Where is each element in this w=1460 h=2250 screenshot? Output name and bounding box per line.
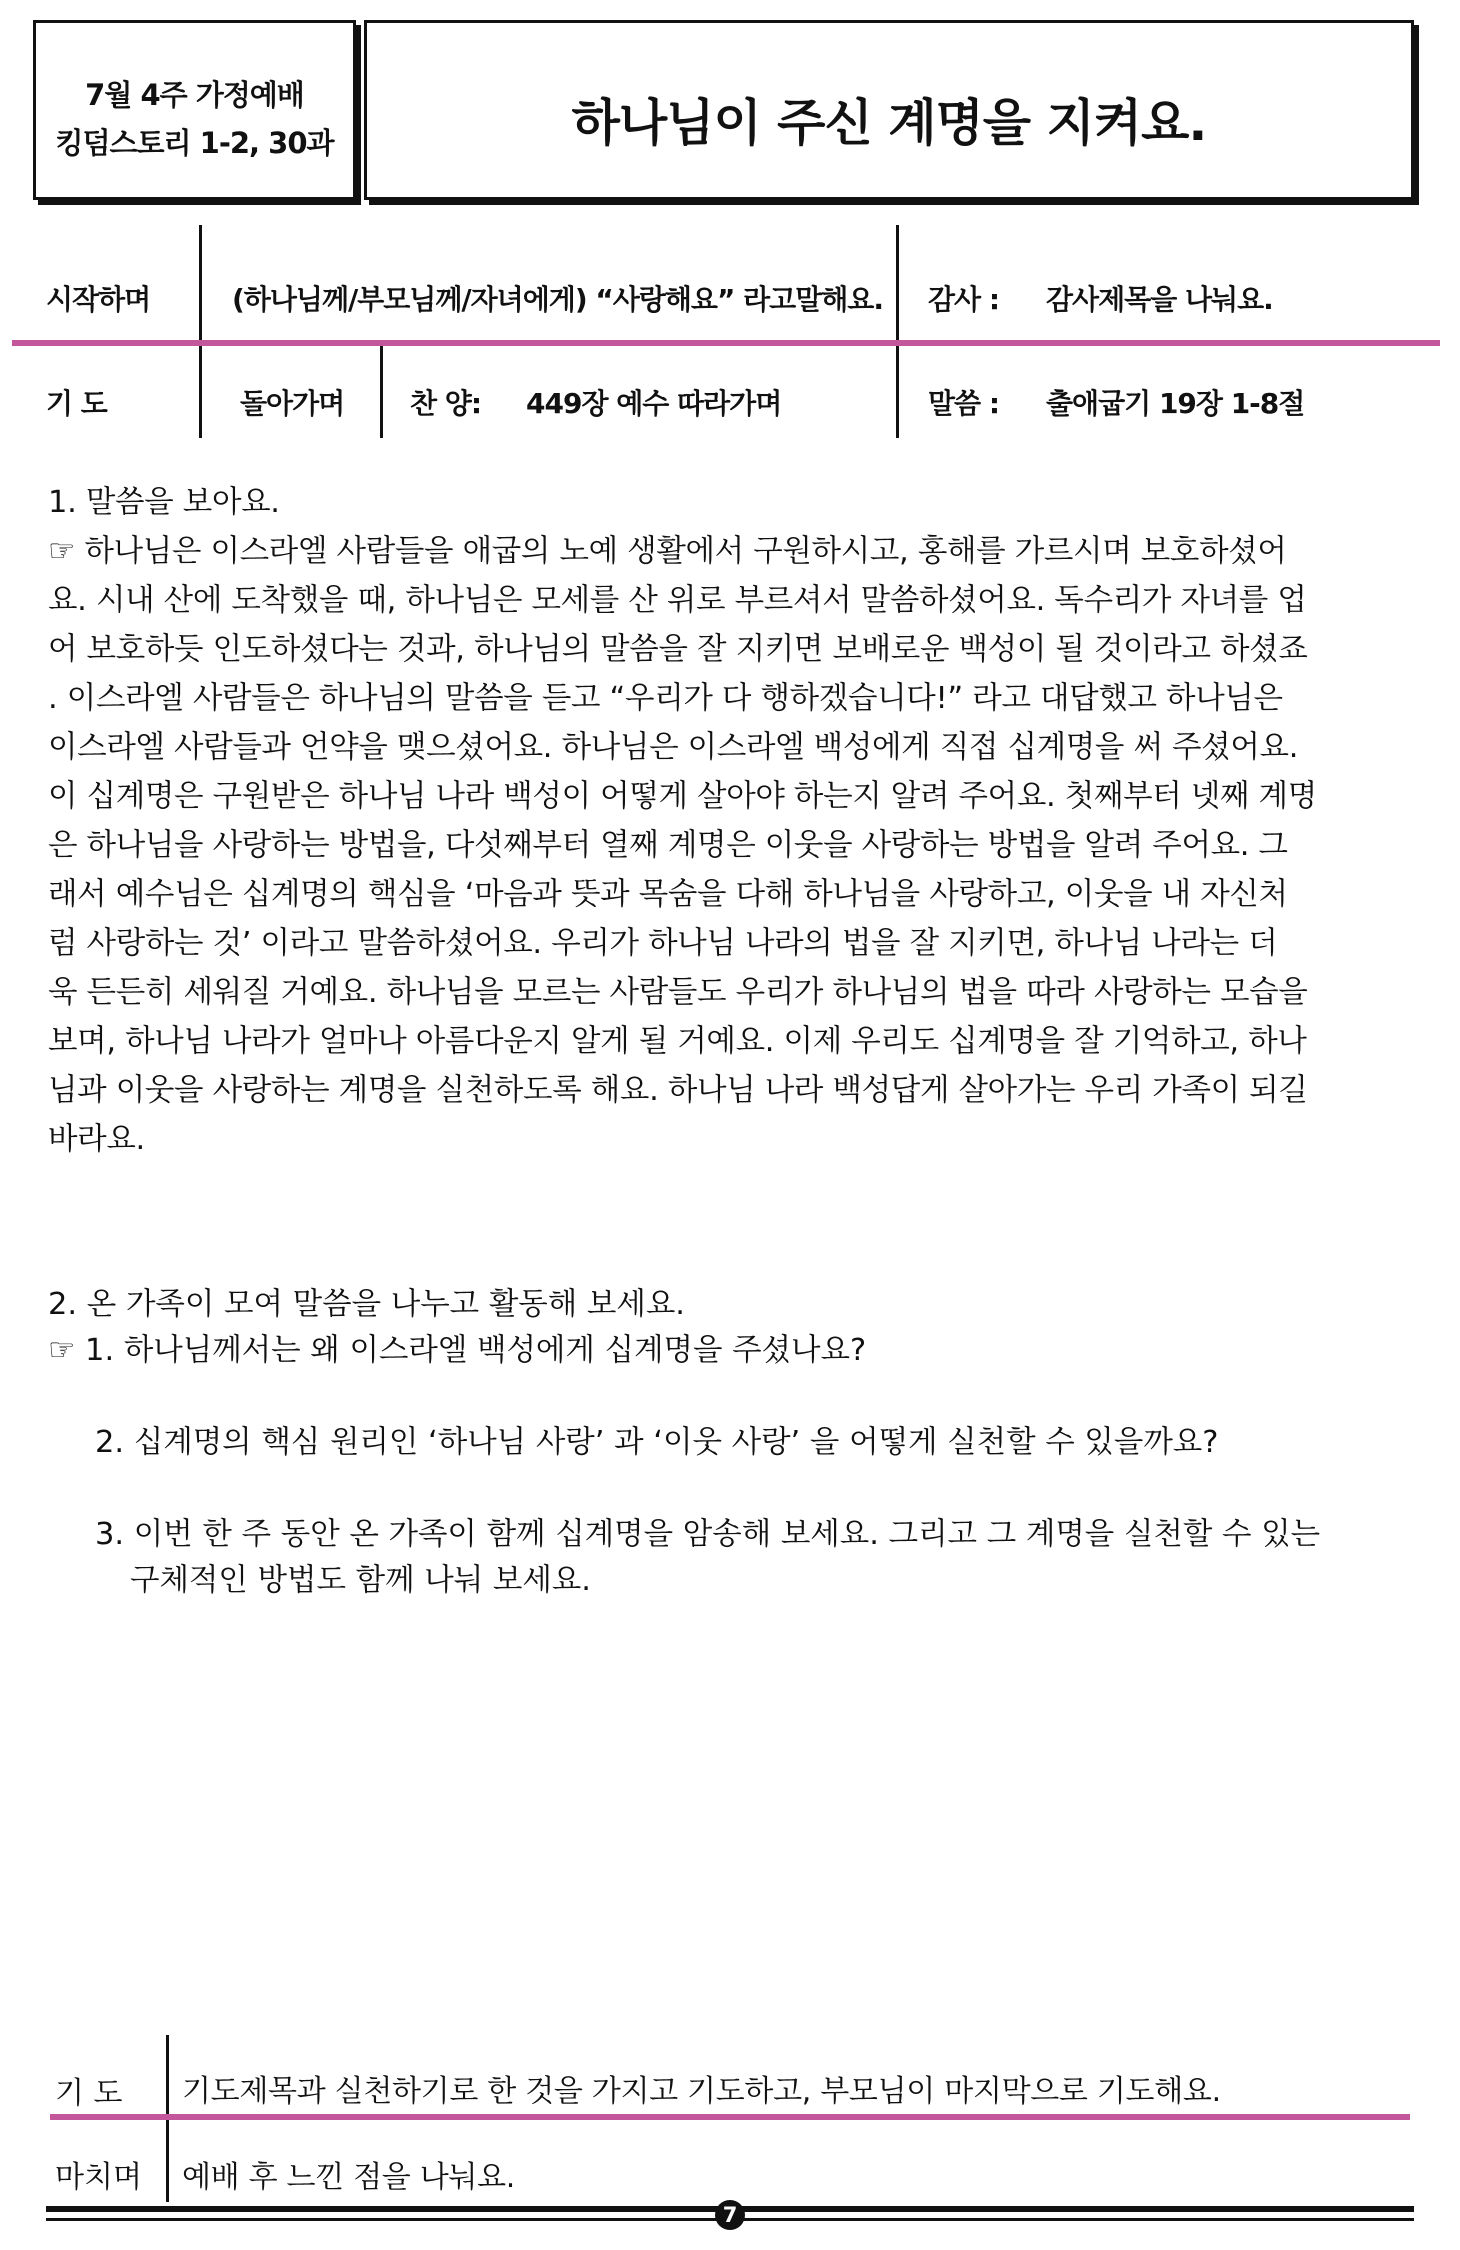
footer-closing-label: 마치며 [55,2160,142,2195]
lesson-info-box [33,20,356,200]
reading-section [48,478,1420,1164]
divider [896,346,899,438]
word-text: 출애굽기 19장 1-8절 [1046,387,1305,420]
title-box [364,20,1414,200]
word-label: 말씀 : [928,387,1000,420]
prayer-label: 기 도 [46,387,107,420]
pink-divider [50,2114,1410,2120]
reading-line: . 이스라엘 사람들은 하나님의 말씀을 듣고 “우리가 다 행하겠습니다!” 라고 대답했고 하나님은 [48,681,1283,716]
question-1: ☞ 1. 하나님께서는 왜 이스라엘 백성에게 십계명을 주셨나요? [48,1333,867,1368]
hymn-label: 찬 양: [410,387,482,420]
divider [166,2120,169,2202]
thanks-text: 감사제목을 나눠요. [1046,283,1273,316]
footer-prayer-label: 기 도 [55,2076,123,2111]
divider [199,225,202,340]
reading-line: 이 십계명은 구원받은 하나님 나라 백성이 어떻게 살아야 하는지 알려 주어요. 첫째부터 넷째 계명 [48,779,1317,814]
reading-line: 어 보호하듯 인도하셨다는 것과, 하나님의 말씀을 잘 지키면 보배로운 백성이 될 것이라고 하셨죠 [48,632,1308,667]
prayer-text: 돌아가며 [240,387,345,420]
reading-line: 바라요. [48,1122,145,1157]
footer-prayer-text: 기도제목과 실천하기로 한 것을 가지고 기도하고, 부모님이 마지막으로 기도해요. [182,2074,1221,2109]
lesson-series: 킹덤스토리 1-2, 30과 [55,126,334,160]
hymn-text: 449장 예수 따라가며 [526,387,782,420]
question-2: 2. 십계명의 핵심 원리인 ‘하나님 사랑’ 과 ‘이웃 사랑’ 을 어떻게 실천할 수 있을까요? [95,1425,1219,1460]
divider [896,225,899,340]
reading-line: 보며, 하나님 나라가 얼마나 아름다운지 알게 될 거예요. 이제 우리도 십계명을 잘 기억하고, 하나 [48,1024,1307,1059]
start-label: 시작하며 [46,283,151,316]
discussion-heading: 2. 온 가족이 모여 말씀을 나누고 활동해 보세요. [48,1287,685,1322]
question-3: 3. 이번 한 주 동안 온 가족이 함께 십계명을 암송해 보세요. 그리고 그 계명을 실천할 수 있는 [95,1517,1321,1552]
question-3-continued: 구체적인 방법도 함께 나눠 보세요. [130,1563,591,1598]
reading-line: 은 하나님을 사랑하는 방법을, 다섯째부터 열째 계명은 이웃을 사랑하는 방법을 알려 주어요. 그 [48,828,1288,863]
reading-line: 님과 이웃을 사랑하는 계명을 실천하도록 해요. 하나님 나라 백성답게 살아가는 우리 가족이 되길 [48,1073,1308,1108]
pink-divider [12,340,1440,346]
thanks-label-text: 감사 : [928,283,1000,316]
thanks-label [928,278,999,318]
start-text: (하나님께/부모님께/자녀에게) “사랑해요” 라고말해요. [232,283,883,316]
discussion-section [48,1282,1420,1604]
reading-line: 이스라엘 사람들과 언약을 맺으셨어요. 하나님은 이스라엘 백성에게 직접 십계명을 써 주셨어요. [48,730,1299,765]
reading-heading: 1. 말씀을 보아요. [48,485,280,520]
reading-line: ☞ 하나님은 이스라엘 사람들을 애굽의 노예 생활에서 구원하시고, 홍해를 가르시며 보호하셨어 [48,534,1287,569]
reading-line: 요. 시내 산에 도착했을 때, 하나님은 모세를 산 위로 부르셔서 말씀하셨어요. 독수리가 자녀를 업 [48,583,1307,618]
reading-line: 럼 사랑하는 것’ 이라고 말씀하셨어요. 우리가 하나님 나라의 법을 잘 지키면, 하나님 나라는 더 [48,926,1278,961]
reading-line: 래서 예수님은 십계명의 핵심을 ‘마음과 뜻과 목숨을 다해 하나님을 사랑하고, 이웃을 내 자신처 [48,877,1288,912]
divider [166,2035,169,2115]
page-title: 하나님이 주신 계명을 지켜요. [571,94,1207,152]
lesson-week: 7월 4주 가정예배 [85,78,304,112]
divider [380,346,383,438]
footer-closing-text: 예배 후 느낀 점을 나눠요. [182,2160,515,2195]
reading-line: 욱 든든히 세워질 거예요. 하나님을 모르는 사람들도 우리가 하나님의 법을 따라 사랑하는 모습을 [48,975,1308,1010]
divider [199,346,202,438]
page-number: 7 [715,2200,745,2230]
